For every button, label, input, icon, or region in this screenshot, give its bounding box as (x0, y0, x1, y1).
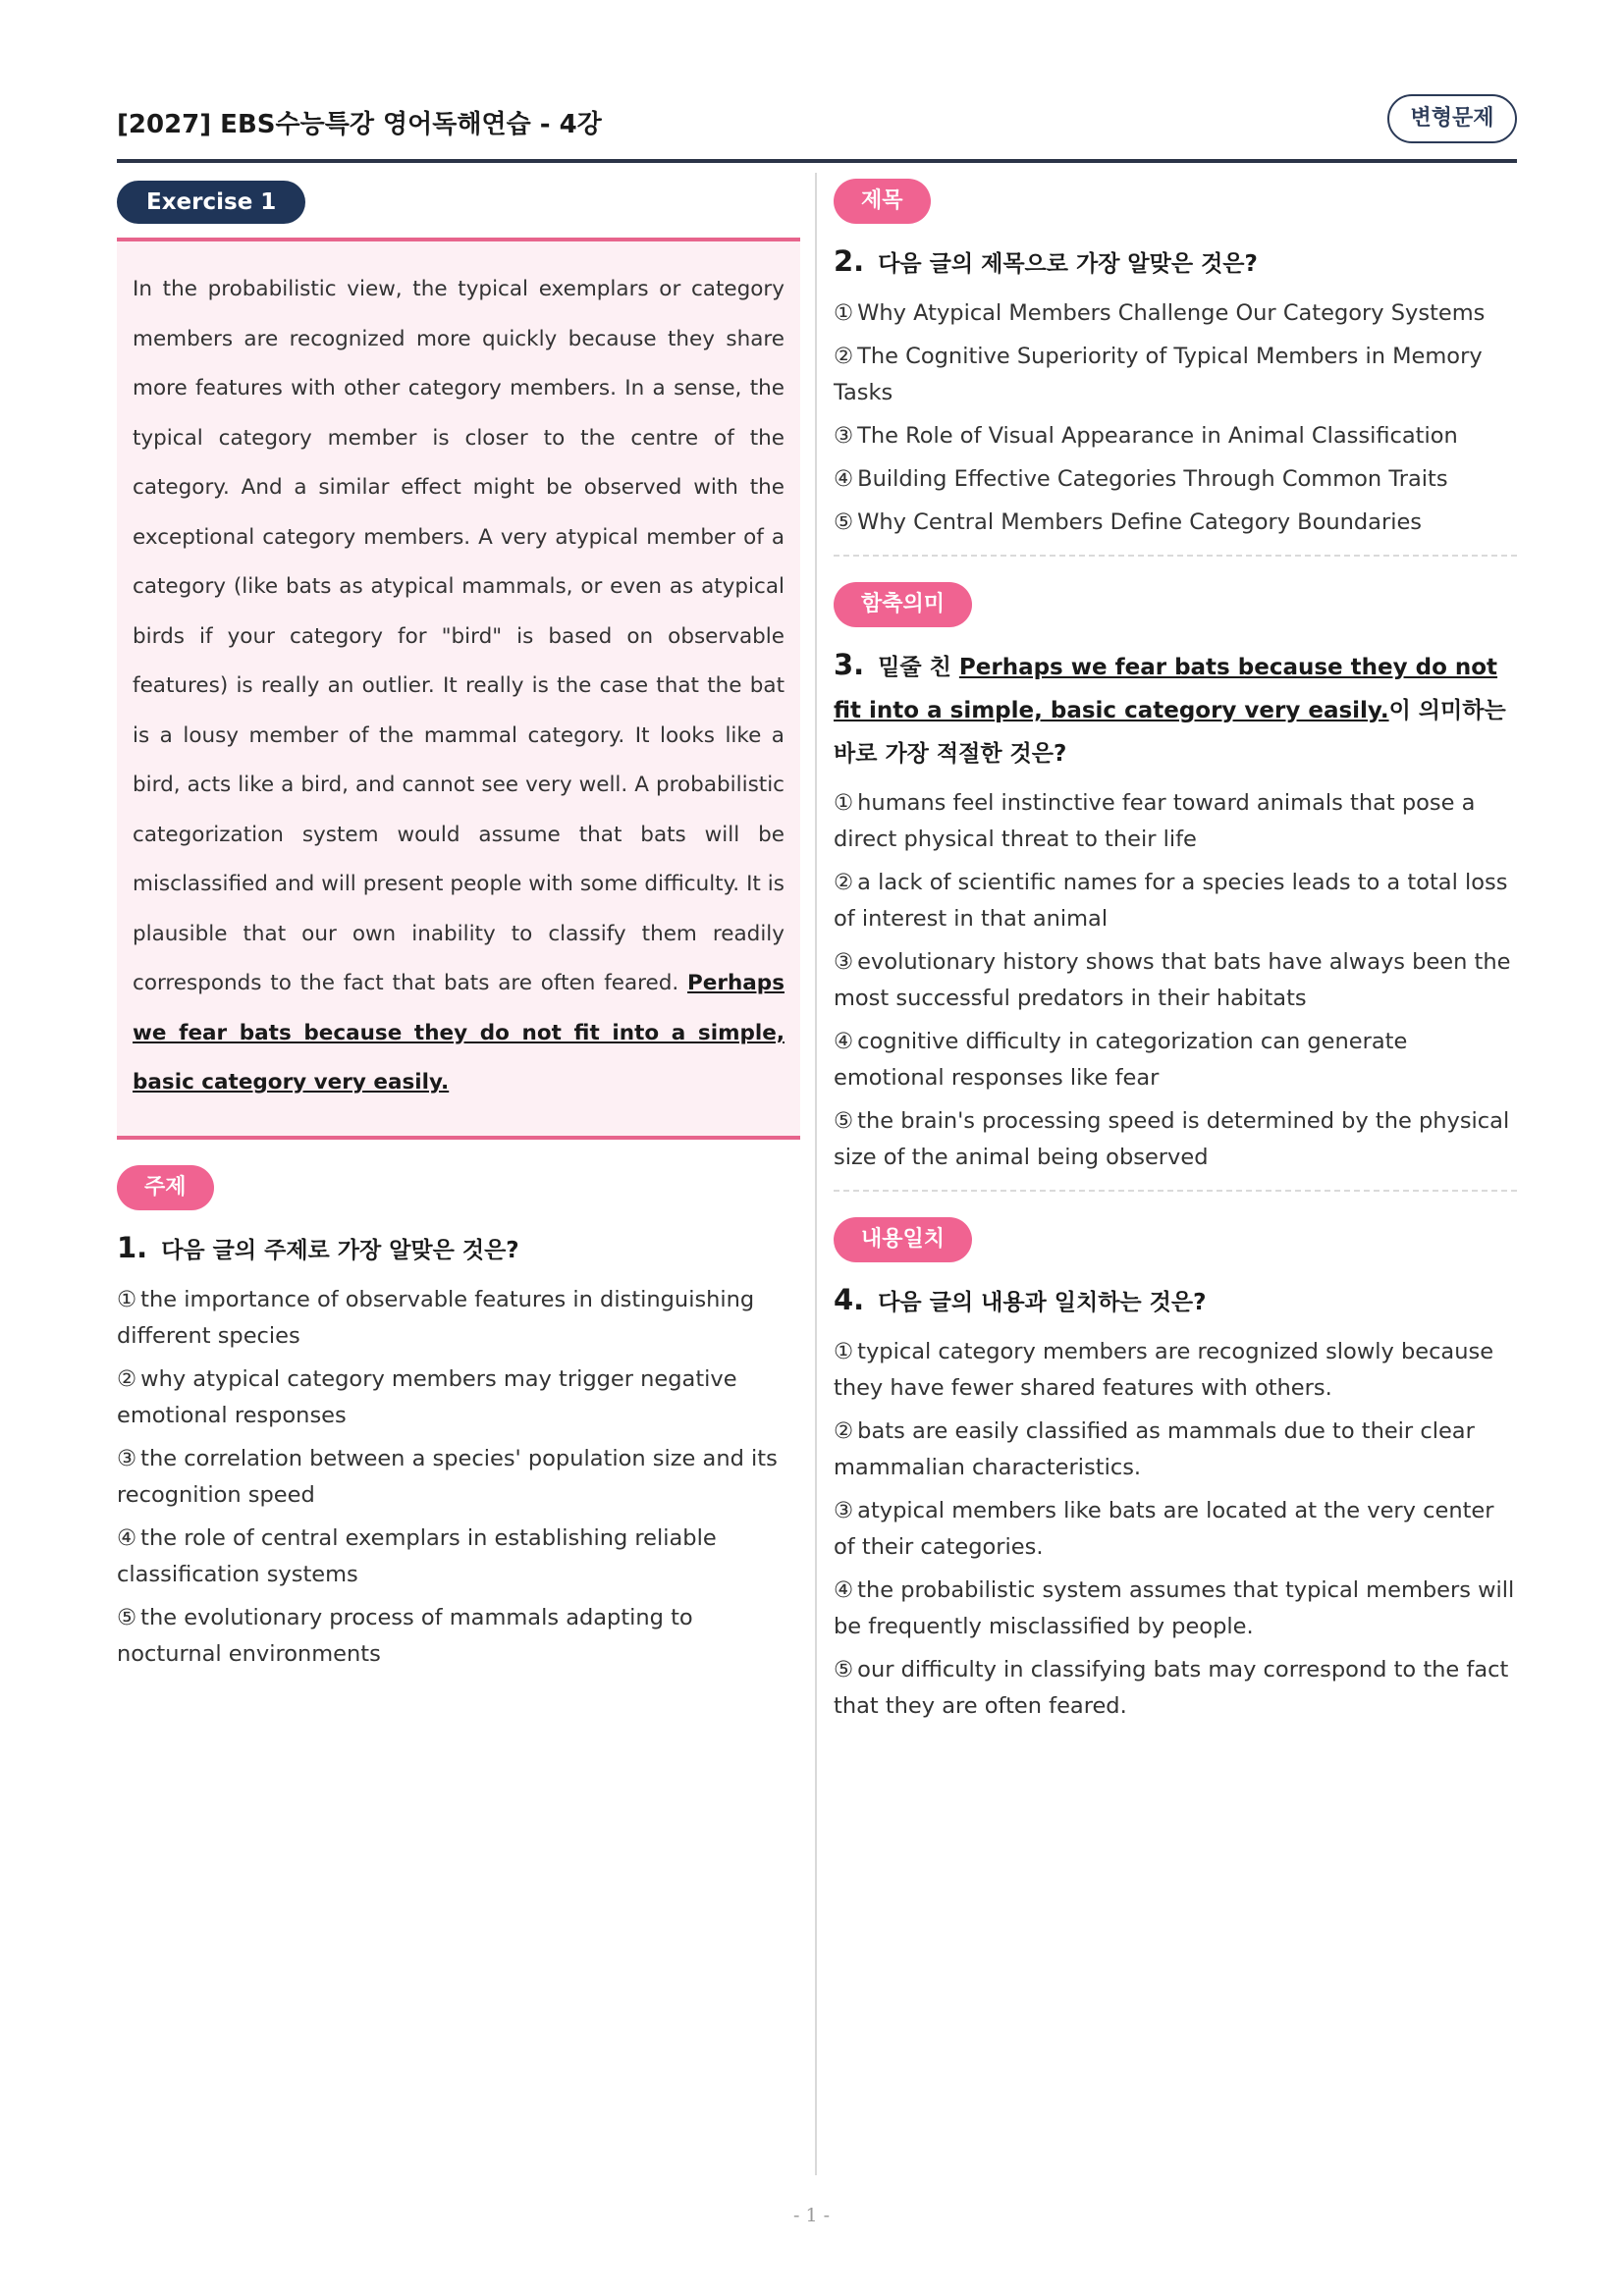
option[interactable] (834, 1414, 1517, 1486)
section-separator (834, 1190, 1517, 1192)
column-divider (815, 173, 817, 2175)
question-3-prompt (834, 643, 1517, 775)
option[interactable] (834, 339, 1517, 411)
option-mark: ⑤ (834, 509, 854, 535)
passage-text: In the probabilistic view, the typical exemplars or category members are recognized more quickly because they share more features with other category members. In a sense, the typical category member is closer to the centre of the category. And a similar effect might be observed with the exceptional category members. A very atypical member of a category (like bats as atypical mammals, or even as atypical birds if your category for "bird" is based on observable features) is really an outlier. It really is the case that the bat is a lousy member of the mammal category. It looks like a bird, acts like a bird, and cannot see very well. A probabilistic categorization system would assume that bats will be misclassified and will present people with some difficulty. It is plausible that our own inability to classify them readily corresponds to the fact that bats are often feared. (133, 277, 784, 995)
option[interactable] (834, 1024, 1517, 1096)
question-3-prefix: 밑줄 친 (878, 655, 959, 680)
option-mark: ④ (117, 1524, 137, 1551)
option-text: the role of central exemplars in establishing reliable classification systems (117, 1524, 717, 1587)
option-mark: ② (834, 1418, 854, 1444)
option[interactable] (834, 1334, 1517, 1407)
question-3-options (834, 785, 1517, 1176)
option[interactable] (117, 1282, 800, 1355)
passage-underlined-sentence: Perhaps we fear bats because they do not fit into a simple, basic category very easily. (133, 971, 784, 1095)
option-mark: ② (834, 870, 854, 895)
option[interactable] (834, 1493, 1517, 1566)
question-3-number: 3. (834, 648, 865, 681)
question-2-text: 다음 글의 제목으로 가장 알맞은 것은? (878, 251, 1258, 277)
question-2-prompt (834, 240, 1517, 286)
left-column (117, 181, 800, 1680)
option-text: a lack of scientific names for a species leads to a total loss of interest in that animal (834, 870, 1508, 932)
question-4-options (834, 1334, 1517, 1725)
option-text: our difficulty in classifying bats may correspond to the fact that they are often feared. (834, 1657, 1509, 1719)
passage-box (117, 238, 800, 1140)
option[interactable] (834, 865, 1517, 937)
option-text: Why Central Members Define Category Boundaries (857, 509, 1423, 535)
option-mark: ① (117, 1286, 137, 1312)
option-mark: ③ (834, 949, 854, 975)
page-title: [2027] EBS수능특강 영어독해연습 - 4강 (117, 110, 602, 139)
question-4-prompt (834, 1278, 1517, 1324)
page-number: - 1 - (792, 2205, 830, 2226)
option-mark: ③ (834, 1498, 854, 1523)
right-column (834, 179, 1517, 1732)
option-mark: ② (117, 1365, 137, 1392)
option[interactable] (117, 1521, 800, 1593)
option[interactable] (834, 418, 1517, 454)
question-1-tag: 주제 (117, 1165, 214, 1210)
passage (133, 265, 784, 1108)
option-text: typical category members are recognized slowly because they have fewer shared features with others. (834, 1339, 1494, 1401)
option[interactable] (834, 295, 1517, 332)
question-2-tag: 제목 (834, 179, 931, 224)
question-1-text: 다음 글의 주제로 가장 알맞은 것은? (161, 1237, 519, 1263)
question-2 (834, 179, 1517, 541)
option-text: why atypical category members may trigger negative emotional responses (117, 1365, 737, 1428)
option-text: cognitive difficulty in categorization can generate emotional responses like fear (834, 1029, 1408, 1091)
option[interactable] (834, 785, 1517, 858)
option-mark: ④ (834, 466, 854, 492)
option-text: evolutionary history shows that bats have always been the most successful predators in their habitats (834, 949, 1511, 1011)
option-mark: ① (834, 300, 854, 326)
question-4-text: 다음 글의 내용과 일치하는 것은? (878, 1290, 1207, 1315)
question-4-tag: 내용일치 (834, 1217, 972, 1262)
option-text: Building Effective Categories Through Common Traits (857, 466, 1448, 492)
option-text: the evolutionary process of mammals adapting to nocturnal environments (117, 1604, 693, 1667)
option-mark: ⑤ (117, 1604, 137, 1630)
option-text: the brain's processing speed is determined by the physical size of the animal being observed (834, 1108, 1510, 1170)
question-1-prompt (117, 1226, 800, 1272)
question-3-suffix: 이 의미하는 바로 가장 적절한 것은? (834, 698, 1506, 767)
option-mark: ② (834, 344, 854, 369)
option-mark: ① (834, 790, 854, 816)
question-2-number: 2. (834, 244, 865, 278)
option-mark: ④ (834, 1029, 854, 1054)
option-text: the probabilistic system assumes that typical members will be frequently misclassified by people. (834, 1577, 1515, 1639)
section-separator (834, 555, 1517, 557)
option-text: bats are easily classified as mammals due to their clear mammalian characteristics. (834, 1418, 1475, 1480)
option[interactable] (834, 505, 1517, 541)
option[interactable] (834, 461, 1517, 498)
question-1-number: 1. (117, 1230, 148, 1264)
option-mark: ③ (834, 423, 854, 449)
question-3-underlined: Perhaps we fear bats because they do not fit into a simple, basic category very easily. (834, 655, 1498, 723)
option-text: the correlation between a species' population size and its recognition speed (117, 1445, 778, 1508)
option[interactable] (117, 1600, 800, 1673)
option[interactable] (117, 1362, 800, 1434)
question-1-options (117, 1282, 800, 1673)
option-mark: ⑤ (834, 1108, 854, 1134)
question-2-options (834, 295, 1517, 541)
option[interactable] (117, 1441, 800, 1514)
variant-badge: 변형문제 (1387, 94, 1517, 143)
option-text: The Cognitive Superiority of Typical Members in Memory Tasks (834, 344, 1483, 405)
option-mark: ④ (834, 1577, 854, 1603)
option[interactable] (834, 944, 1517, 1017)
question-4 (834, 1217, 1517, 1725)
question-4-number: 4. (834, 1283, 865, 1316)
option-text: The Role of Visual Appearance in Animal Classification (857, 423, 1458, 449)
question-3-tag: 함축의미 (834, 582, 972, 627)
option[interactable] (834, 1652, 1517, 1725)
option[interactable] (834, 1103, 1517, 1176)
option-text: Why Atypical Members Challenge Our Category Systems (857, 300, 1486, 326)
option-text: humans feel instinctive fear toward animals that pose a direct physical threat to their life (834, 790, 1476, 852)
exercise-label: Exercise 1 (117, 181, 305, 224)
option-mark: ⑤ (834, 1657, 854, 1682)
question-1 (117, 1165, 800, 1673)
page-header (117, 94, 1517, 163)
option-mark: ③ (117, 1445, 137, 1471)
option[interactable] (834, 1573, 1517, 1645)
question-3 (834, 582, 1517, 1176)
option-text: the importance of observable features in distinguishing different species (117, 1286, 755, 1349)
option-mark: ① (834, 1339, 854, 1364)
option-text: atypical members like bats are located at the very center of their categories. (834, 1498, 1494, 1560)
